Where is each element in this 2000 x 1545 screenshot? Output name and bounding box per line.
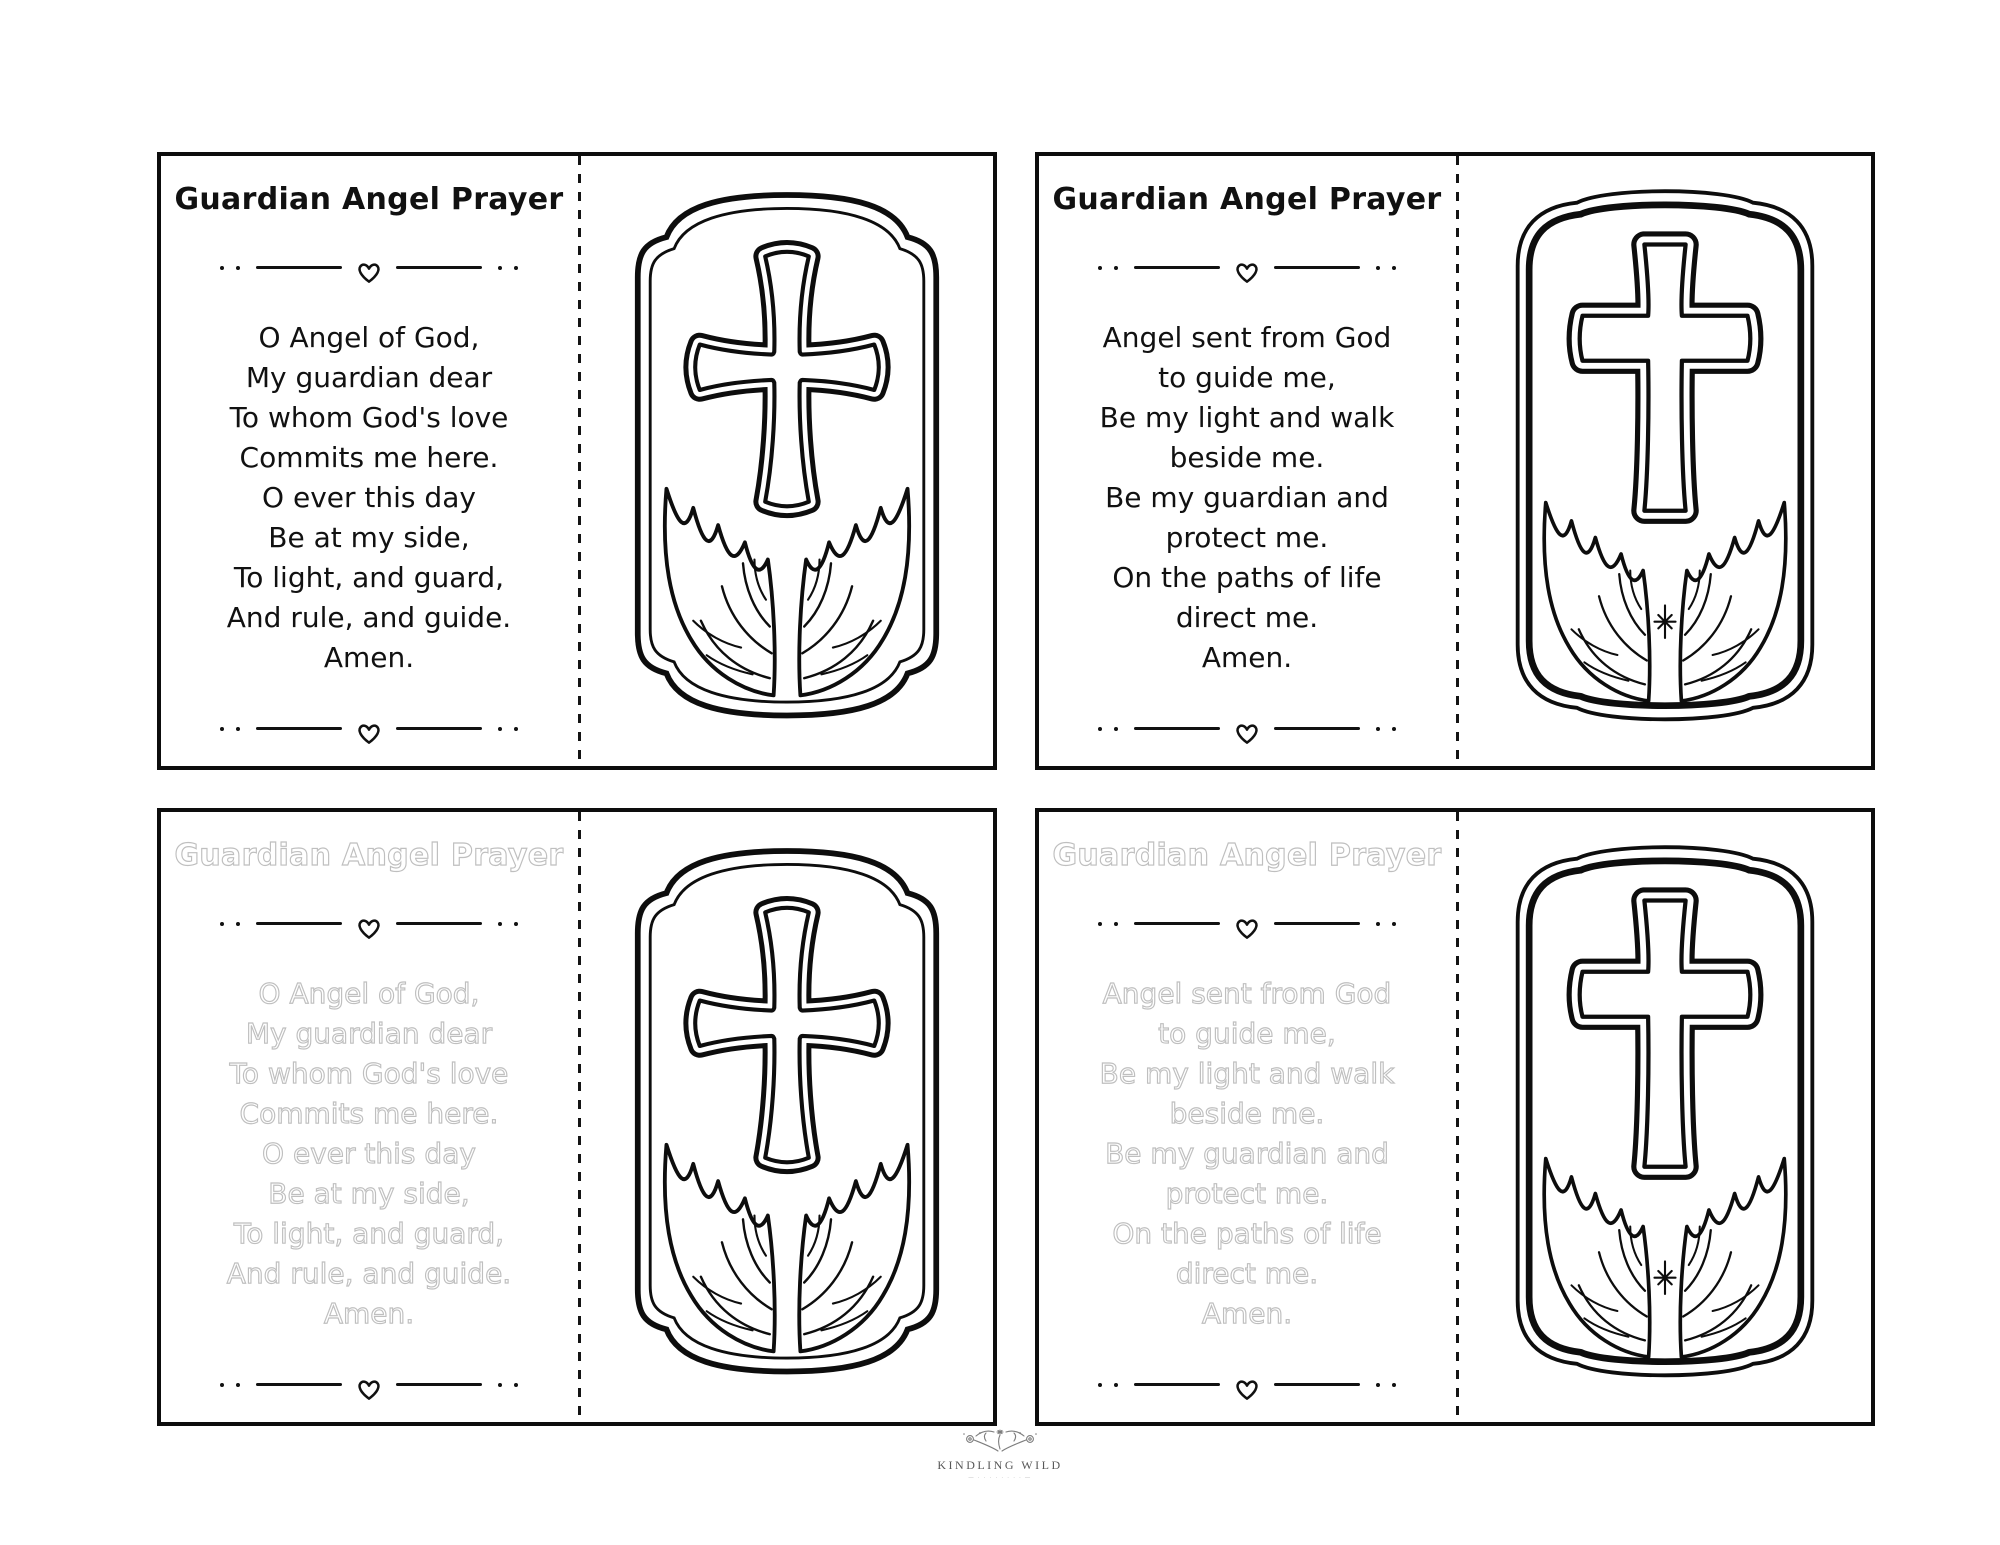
card-title: Guardian Angel Prayer (1052, 182, 1442, 217)
divider-dot (1376, 1383, 1380, 1387)
divider-line (396, 922, 482, 925)
divider-dot (514, 266, 518, 270)
divider-dot (1114, 1383, 1118, 1387)
prayer-line: direct me. (1175, 1257, 1319, 1291)
heart-icon (356, 722, 382, 746)
prayer-card-trace-rounded (1035, 808, 1875, 1426)
divider-dot (1376, 922, 1380, 926)
prayer-text (227, 318, 511, 678)
prayer-line: Commits me here. (239, 441, 499, 475)
prayer-line: Angel sent from God (1102, 321, 1392, 355)
heart-divider (1092, 251, 1402, 285)
prayer-line: On the paths of life (1112, 1217, 1382, 1251)
heart-icon (1234, 1378, 1260, 1402)
prayer-card-solid-arched (157, 152, 997, 770)
prayer-line: My guardian dear (245, 1017, 493, 1051)
divider-line (1134, 922, 1220, 925)
heart-icon (1234, 261, 1260, 285)
divider-dot (220, 922, 224, 926)
brand-name: KINDLING WILD (937, 1458, 1063, 1472)
prayer-card-solid-rounded (1035, 152, 1875, 770)
divider-dot (1376, 266, 1380, 270)
prayer-text-panel (1039, 156, 1455, 766)
heart-icon (1234, 722, 1260, 746)
prayer-text-panel (1039, 812, 1455, 1422)
prayer-line: protect me. (1165, 1177, 1329, 1211)
divider-dot (498, 727, 502, 731)
prayer-line: And rule, and guide. (226, 601, 512, 635)
prayer-line: To whom God's love (229, 1057, 509, 1091)
divider-dot (236, 922, 240, 926)
prayer-line: Amen. (1201, 1297, 1293, 1331)
divider-line (256, 922, 342, 925)
prayer-text-panel (161, 156, 577, 766)
divider-line (1134, 1383, 1220, 1386)
prayer-line: O ever this day (262, 1137, 476, 1171)
prayer-card-trace-arched (157, 808, 997, 1426)
divider-line (1274, 727, 1360, 730)
card-title: Guardian Angel Prayer (174, 838, 564, 873)
prayer-line: to guide me, (1158, 361, 1336, 395)
prayer-line: To light, and guard, (233, 561, 505, 595)
prayer-line: Amen. (323, 641, 415, 675)
divider-dot (1392, 1383, 1396, 1387)
heart-icon (356, 261, 382, 285)
prayer-line: Commits me here. (239, 1097, 499, 1131)
divider-line (1134, 266, 1220, 269)
divider-dot (1098, 1383, 1102, 1387)
divider-dot (236, 1383, 240, 1387)
divider-dot (1392, 266, 1396, 270)
divider-line (1274, 266, 1360, 269)
card-title: Guardian Angel Prayer (1052, 838, 1442, 873)
divider-dot (1098, 727, 1102, 731)
divider-line (256, 1383, 342, 1386)
divider-dot (1114, 727, 1118, 731)
prayer-line: O Angel of God, (258, 321, 480, 355)
prayer-line: To light, and guard, (233, 1217, 505, 1251)
coloring-art-panel (1459, 812, 1871, 1422)
divider-dot (236, 727, 240, 731)
prayer-text (1100, 318, 1395, 678)
divider-line (1274, 922, 1360, 925)
cross-wings-plaque-arched (611, 830, 963, 1404)
heart-divider (1092, 1368, 1402, 1402)
prayer-line: Be at my side, (268, 521, 470, 555)
heart-icon (356, 1378, 382, 1402)
prayer-line: O ever this day (262, 481, 476, 515)
prayer-line: direct me. (1175, 601, 1319, 635)
divider-dot (1392, 922, 1396, 926)
coloring-art-panel (1459, 156, 1871, 766)
divider-dot (498, 922, 502, 926)
heart-icon (1234, 917, 1260, 941)
coloring-art-panel (581, 156, 993, 766)
prayer-line: to guide me, (1158, 1017, 1336, 1051)
heart-divider (214, 251, 524, 285)
prayer-line: Amen. (1201, 641, 1293, 675)
prayer-line: Be my light and walk (1099, 1057, 1395, 1091)
prayer-text-panel (161, 812, 577, 1422)
divider-dot (498, 266, 502, 270)
heart-divider (214, 907, 524, 941)
card-title: Guardian Angel Prayer (174, 182, 564, 217)
divider-dot (236, 266, 240, 270)
prayer-line: Be my light and walk (1099, 401, 1395, 435)
prayer-line: To whom God's love (229, 401, 509, 435)
prayer-text-traceable (227, 974, 511, 1334)
prayer-line: And rule, and guide. (226, 1257, 512, 1291)
divider-dot (220, 266, 224, 270)
divider-line (1274, 1383, 1360, 1386)
divider-dot (514, 1383, 518, 1387)
cross-wings-plaque-rounded (1489, 830, 1841, 1404)
divider-dot (514, 922, 518, 926)
divider-dot (220, 727, 224, 731)
heart-divider (214, 712, 524, 746)
prayer-line: beside me. (1169, 441, 1325, 475)
heart-icon (356, 917, 382, 941)
divider-line (1134, 727, 1220, 730)
floral-ornament-icon (940, 1427, 1060, 1457)
prayer-line: Angel sent from God (1102, 977, 1392, 1011)
cross-wings-plaque-rounded (1489, 174, 1841, 748)
brand-tagline: — · · · · · · · · — (968, 1476, 1032, 1481)
divider-line (256, 266, 342, 269)
divider-dot (1114, 922, 1118, 926)
heart-divider (1092, 907, 1402, 941)
divider-dot (1114, 266, 1118, 270)
divider-dot (1392, 727, 1396, 731)
heart-divider (214, 1368, 524, 1402)
divider-dot (1098, 266, 1102, 270)
divider-dot (1376, 727, 1380, 731)
divider-line (396, 1383, 482, 1386)
heart-divider (1092, 712, 1402, 746)
brand-logo (915, 1427, 1085, 1481)
prayer-text-traceable (1100, 974, 1395, 1334)
divider-dot (1098, 922, 1102, 926)
divider-dot (514, 727, 518, 731)
prayer-line: Amen. (323, 1297, 415, 1331)
coloring-art-panel (581, 812, 993, 1422)
prayer-line: Be my guardian and (1105, 1137, 1389, 1171)
divider-dot (220, 1383, 224, 1387)
prayer-line: beside me. (1169, 1097, 1325, 1131)
divider-dot (498, 1383, 502, 1387)
cross-wings-plaque-arched (611, 174, 963, 748)
divider-line (396, 727, 482, 730)
prayer-line: Be at my side, (268, 1177, 470, 1211)
prayer-line: Be my guardian and (1105, 481, 1389, 515)
prayer-line: protect me. (1165, 521, 1329, 555)
divider-line (396, 266, 482, 269)
prayer-line: My guardian dear (245, 361, 493, 395)
prayer-line: On the paths of life (1112, 561, 1382, 595)
prayer-line: O Angel of God, (258, 977, 480, 1011)
divider-line (256, 727, 342, 730)
